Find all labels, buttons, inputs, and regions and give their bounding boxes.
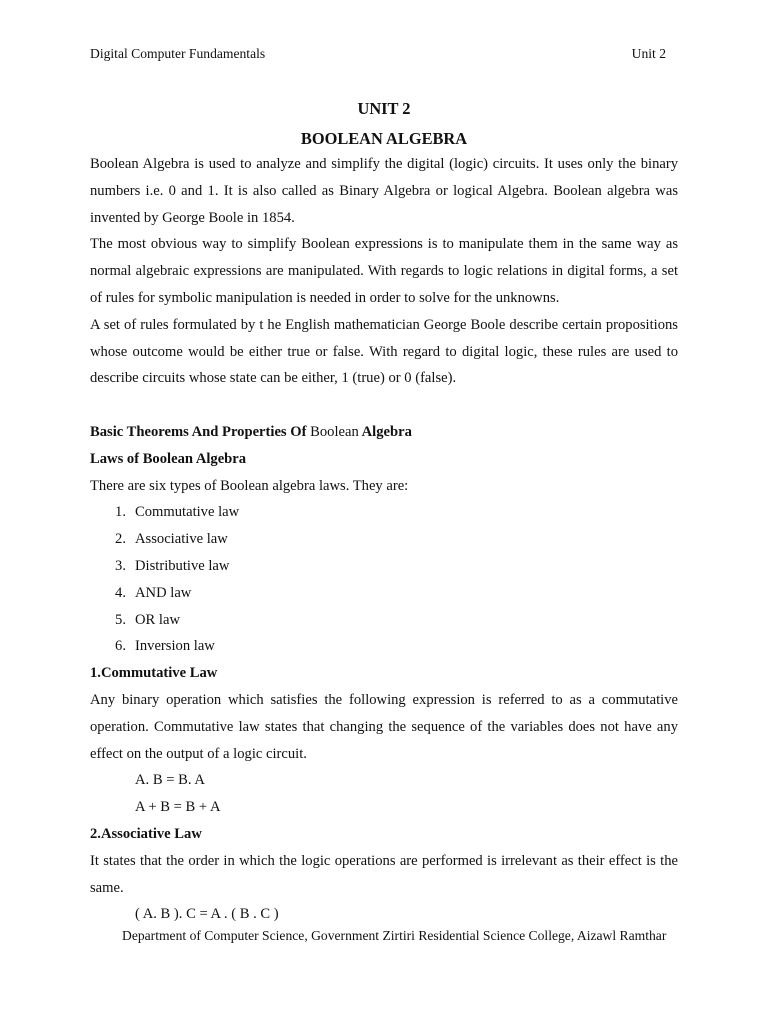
list-item-number: 6. (115, 638, 126, 655)
intro-paragraph-2: The most obvious way to simplify Boolean expressions is to manipulate them in the same way as normal algebraic expressions are manipulated. With regards to logic relations in digital forms, a set of rules for symbolic manipulation is needed in order to solve for the unknowns. (90, 236, 678, 306)
header-course-title: Digital Computer Fundamentals (90, 46, 266, 61)
list-item (90, 553, 678, 580)
list-item-label: Distributive law (135, 557, 230, 574)
topic-title: BOOLEAN ALGEBRA (300, 129, 468, 148)
list-item (90, 633, 678, 660)
commutative-law-text: Any binary operation which satisfies the following expression is referred to as a commutative operation. Commutative law states that changing the sequence of the variables does not have any effect on the output of a logic circuit. (90, 691, 678, 762)
basic-theorems-heading-part-3: Algebra (361, 423, 412, 440)
laws-heading: Laws of Boolean Algebra (90, 450, 247, 467)
list-item (90, 526, 678, 553)
header-unit-label: Unit 2 (631, 46, 666, 61)
associative-law-heading: 2.Associative Law (90, 825, 202, 842)
list-item-label: Associative law (135, 531, 228, 548)
list-item-label: OR law (135, 611, 180, 628)
intro-paragraph-1: Boolean Algebra is used to analyze and simplify the digital (logic) circuits. It uses only the binary numbers i.e. 0 and 1. It is also called as Binary Algebra or logical Algebra. Boolean algebra was invented by George Boole in 1854. (90, 156, 678, 226)
list-item (90, 499, 678, 526)
document-body (90, 151, 678, 928)
basic-theorems-heading (90, 419, 678, 446)
page-header (90, 46, 666, 62)
list-item-number: 5. (115, 611, 126, 628)
basic-theorems-heading-part-1: Basic Theorems And Properties Of (90, 423, 307, 440)
section-spacer (90, 392, 678, 419)
laws-list (90, 499, 678, 660)
list-item-number: 2. (115, 531, 126, 548)
list-item (90, 580, 678, 607)
commutative-equation-and: A. B = B. A (135, 772, 205, 789)
title-block (0, 94, 768, 154)
commutative-equation-or: A + B = B + A (135, 799, 221, 816)
list-item-label: AND law (135, 584, 192, 601)
list-item-number: 4. (115, 584, 126, 601)
list-item-number: 1. (115, 504, 126, 521)
associative-equation-and: ( A. B ). C = A . ( B . C ) (135, 906, 279, 923)
list-item-label: Commutative law (135, 504, 240, 521)
unit-title: UNIT 2 (357, 99, 411, 118)
list-item-number: 3. (115, 557, 126, 574)
associative-law-text: It states that the order in which the logic operations are performed is irrelevant as their effect is the same. (90, 852, 678, 896)
laws-intro: There are six types of Boolean algebra laws. They are: (90, 477, 409, 494)
page-footer: Department of Computer Science, Government Zirtiri Residential Science College, Aizawl Ramthar (122, 928, 667, 943)
intro-paragraph-3: A set of rules formulated by t he English mathematician George Boole describe certain propositions whose outcome would be either true or false. With regard to digital logic, these rules are used to describe circuits whose state can be either, 1 (true) or 0 (false). (90, 316, 678, 387)
list-item-label: Inversion law (135, 638, 215, 655)
basic-theorems-heading-part-2: Boolean (310, 423, 359, 440)
commutative-law-heading: 1.Commutative Law (90, 665, 218, 682)
list-item (90, 607, 678, 634)
